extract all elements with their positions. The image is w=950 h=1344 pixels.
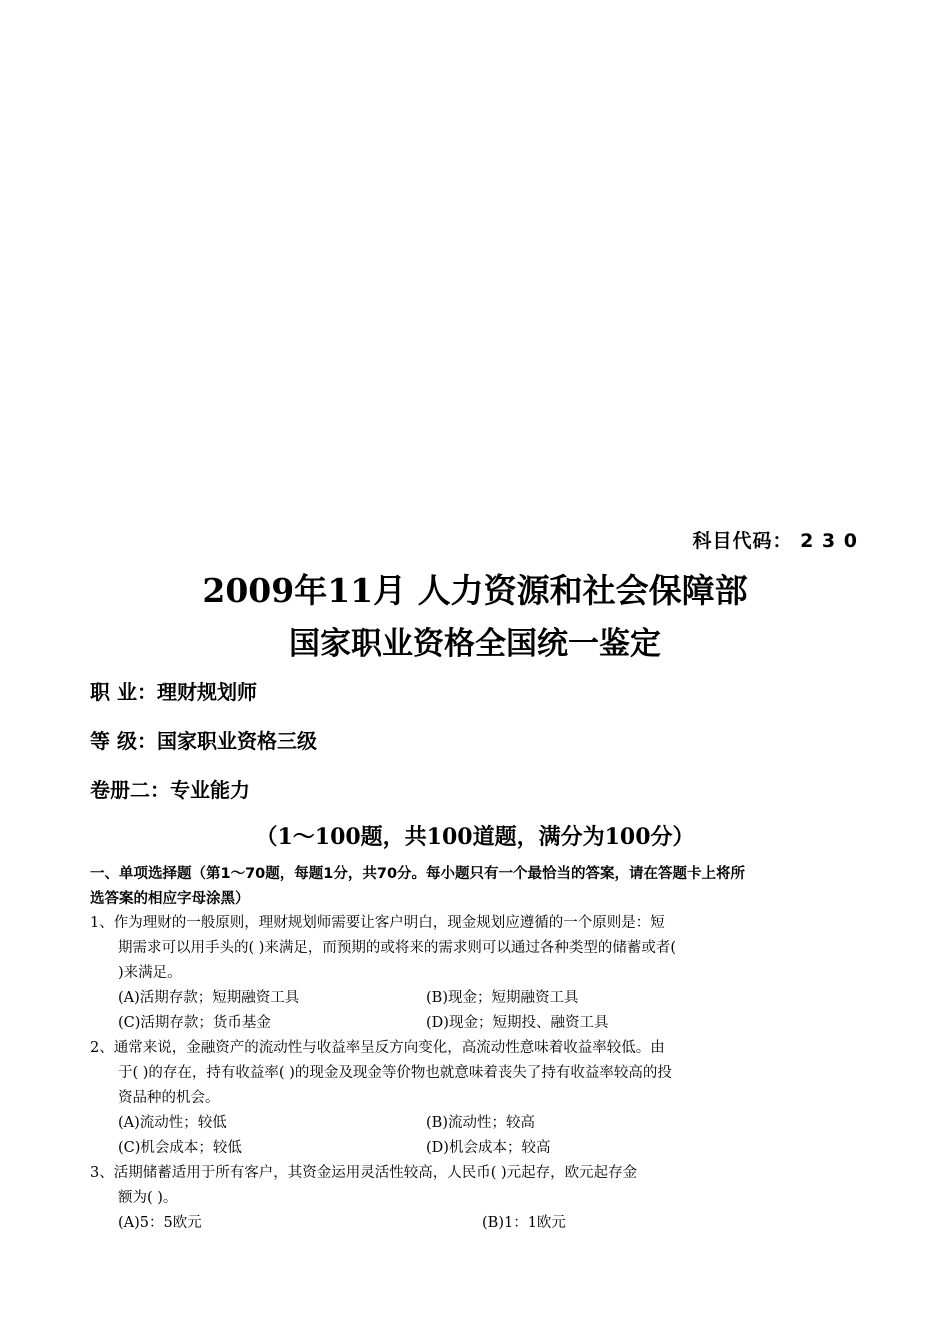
exam-title: 2009年11月 人力资源和社会保障部 bbox=[202, 571, 748, 610]
option-c: (C)机会成本；较低 bbox=[118, 1140, 242, 1156]
option-row bbox=[90, 1011, 865, 1036]
option-a: (A)活期存款；短期融资工具 bbox=[118, 990, 300, 1006]
option-c: (C)活期存款；货币基金 bbox=[118, 1015, 271, 1031]
section-heading-line1: 一、单项选择题（第1～70题，每题1分，共70分。每小题只有一个最恰当的答案，请在答题卡上将所 bbox=[90, 866, 746, 882]
section-heading bbox=[90, 862, 862, 912]
exam-subtitle: 国家职业资格全国统一鉴定 bbox=[289, 626, 661, 662]
question-text-line: )来满足。 bbox=[118, 965, 182, 981]
question-2 bbox=[90, 1036, 865, 1161]
option-b: (B)现金；短期融资工具 bbox=[426, 990, 579, 1006]
occupation-line: 职 业：理财规划师 bbox=[90, 680, 257, 704]
option-row bbox=[90, 1136, 865, 1161]
section-heading-line2: 选答案的相应字母涂黑） bbox=[90, 891, 250, 907]
question-3 bbox=[90, 1161, 865, 1236]
question-text-line: 额为( )。 bbox=[118, 1190, 178, 1206]
option-row bbox=[90, 1111, 865, 1136]
question-text-line: 期需求可以用手头的( )来满足，而预期的或将来的需求则可以通过各种类型的储蓄或者( bbox=[118, 940, 677, 956]
question-1 bbox=[90, 911, 865, 1036]
question-text-line: 3、活期储蓄适用于所有客户，其资金运用灵活性较高，人民币( )元起存，欧元起存金 bbox=[90, 1165, 638, 1181]
question-text-line: 于( )的存在，持有收益率( )的现金及现金等价物也就意味着丧失了持有收益率较高的投 bbox=[118, 1065, 672, 1081]
question-text-line: 2、通常来说，金融资产的流动性与收益率呈反方向变化，高流动性意味着收益率较低。由 bbox=[90, 1040, 665, 1056]
option-b: (B)流动性；较高 bbox=[426, 1115, 535, 1131]
option-d: (D)机会成本；较高 bbox=[426, 1140, 551, 1156]
question-text-line: 资品种的机会。 bbox=[118, 1090, 220, 1106]
subject-code: 科目代码： 2 3 0 bbox=[692, 530, 858, 552]
question-range: （1～100题，共100道题，满分为100分） bbox=[255, 824, 695, 850]
level-line: 等 级：国家职业资格三级 bbox=[90, 729, 317, 753]
option-b: (B)1：1欧元 bbox=[482, 1215, 566, 1231]
question-text-line: 1、作为理财的一般原则，理财规划师需要让客户明白，现金规划应遵循的一个原则是：短 bbox=[90, 915, 665, 931]
option-a: (A)5：5欧元 bbox=[118, 1215, 202, 1231]
option-a: (A)流动性；较低 bbox=[118, 1115, 227, 1131]
volume-line: 卷册二：专业能力 bbox=[90, 778, 250, 802]
option-row bbox=[90, 986, 865, 1011]
option-row bbox=[90, 1211, 865, 1236]
option-d: (D)现金；短期投、融资工具 bbox=[426, 1015, 609, 1031]
